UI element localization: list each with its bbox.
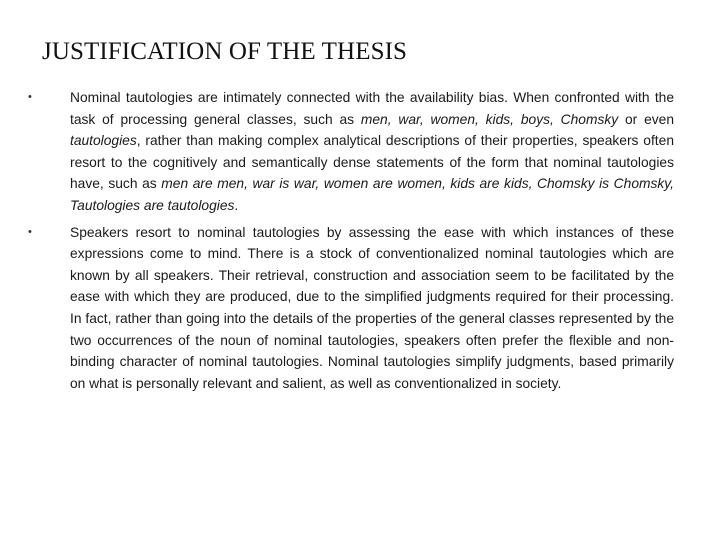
italic-text-segment: tautologies <box>70 133 137 149</box>
bullet-marker: • <box>28 91 32 103</box>
text-segment: . <box>234 197 239 213</box>
bullet-item <box>28 222 674 395</box>
italic-text-segment: men, war, women, kids, boys, Chomsky <box>360 111 619 127</box>
bullet-list <box>28 87 674 394</box>
italic-text-segment: men are men, war is war, women are women, kids are kids, Chomsky is Chomsky, Tautologies are tautologies <box>70 176 674 213</box>
bullet-item <box>28 87 674 217</box>
slide-title: JUSTIFICATION OF THE THESIS <box>42 38 408 65</box>
text-segment: , rather than making complex analytical descriptions of their properties, speakers often resort to the cognitively and semantically dense statements of the form that nominal tautologies have, such as <box>70 133 674 192</box>
text-segment: Speakers resort to nominal tautologies by assessing the ease with which instances of these expressions come to mind. There is a stock of conventionalized nominal tautologies which are known by all speakers. Their retrieval, construction and association seem to be facilitated by the ease with which they are produced, due to the simplified judgments required for their processing. In fact, rather than going into the details of the properties of the general classes represented by the two occurrences of the noun of nominal tautologies, speakers often prefer the flexible and non-binding character of nominal tautologies. Nominal tautologies simplify judgments, based primarily on what is personally relevant and salient, as well as conventionalized in society. <box>70 224 674 391</box>
text-segment: Nominal tautologies are intimately connected with the availability bias. When confronted with the task of processing general classes, such as <box>70 90 674 127</box>
bullet-marker: • <box>28 225 32 238</box>
text-segment: or even <box>618 111 674 127</box>
